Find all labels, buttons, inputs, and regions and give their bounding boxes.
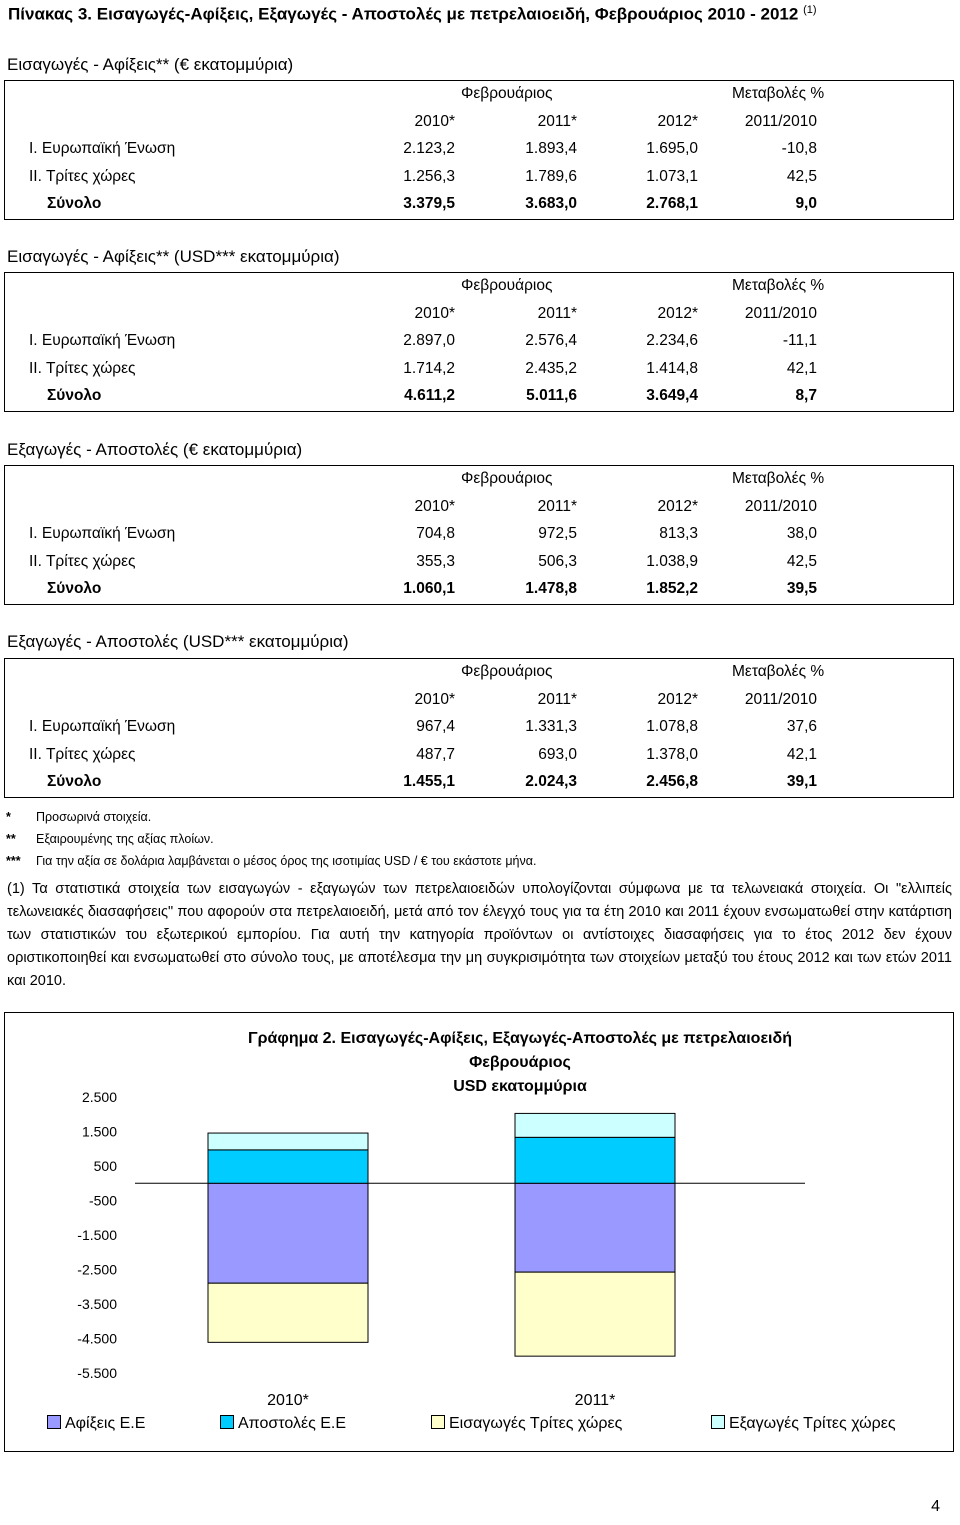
cell-2010: 4.611,2 <box>404 387 455 404</box>
row-label: ΙΙ. Τρίτες χώρες <box>29 552 136 570</box>
cell-2012: 3.649,4 <box>646 387 698 404</box>
cell-2012: 1.695,0 <box>646 140 698 157</box>
footnote-mark: ** <box>6 832 16 846</box>
header-change: Μεταβολές % <box>732 470 825 487</box>
cell-2011: 1.789,6 <box>525 167 577 185</box>
table-row <box>5 521 953 549</box>
cell-2012: 2.456,8 <box>646 773 698 790</box>
year-2012: 2012* <box>657 304 698 322</box>
y-tick-label: -500 <box>88 1192 117 1209</box>
header-month: Φεβρουάριος <box>461 470 553 487</box>
y-tick-label: -1.500 <box>77 1227 117 1243</box>
bar-segment <box>208 1133 368 1150</box>
cell-change: 42,1 <box>786 745 817 763</box>
year-change: 2011/2010 <box>744 497 817 515</box>
legend-label: Αφίξεις Ε.Ε <box>65 1415 146 1432</box>
footnote <box>6 810 151 824</box>
legend-label: Εξαγωγές Τρίτες χώρες <box>729 1415 896 1432</box>
page-number: 4 <box>931 1498 940 1515</box>
legend-swatch <box>47 1415 61 1429</box>
table-row <box>5 136 953 164</box>
row-label: Ι. Ευρωπαϊκή Ένωση <box>29 525 176 542</box>
header-month: Φεβρουάριος <box>461 663 553 680</box>
cell-change: 38,0 <box>786 525 817 542</box>
table-total-row <box>5 191 953 219</box>
year-change: 2011/2010 <box>744 304 817 322</box>
table-total-row <box>5 576 953 604</box>
bar-segment <box>515 1113 675 1137</box>
row-label: ΙΙ. Τρίτες χώρες <box>29 167 136 185</box>
cell-2010: 2.123,2 <box>403 140 455 157</box>
table-total-row <box>5 383 953 411</box>
table-row <box>5 356 953 384</box>
y-tick-label: 1.500 <box>81 1123 117 1140</box>
row-label-total: Σύνολο <box>47 195 102 212</box>
cell-2011: 1.893,4 <box>525 140 577 157</box>
row-label: ΙΙ. Τρίτες χώρες <box>29 745 136 763</box>
chart-plot <box>5 1013 953 1451</box>
cell-2011: 5.011,6 <box>526 387 577 404</box>
header-change: Μεταβολές % <box>732 663 825 680</box>
cell-2010: 1.455,1 <box>403 773 455 790</box>
cell-2011: 3.683,0 <box>525 195 577 212</box>
cell-2010: 1.714,2 <box>403 359 455 377</box>
footnote <box>6 854 536 868</box>
cell-2011: 1.331,3 <box>525 718 577 735</box>
bar-segment <box>515 1183 675 1272</box>
footnote-mark: * <box>6 810 11 824</box>
table-years-row <box>5 109 953 137</box>
cell-2010: 2.897,0 <box>403 332 455 349</box>
cell-change: 42,1 <box>786 359 817 377</box>
row-label: Ι. Ευρωπαϊκή Ένωση <box>29 332 176 349</box>
cell-2012: 2.234,6 <box>646 332 698 349</box>
cell-2012: 1.073,1 <box>646 167 698 185</box>
cell-change: 9,0 <box>795 195 817 212</box>
year-2010: 2010* <box>414 690 455 708</box>
table-years-row <box>5 301 953 329</box>
table-header-row <box>5 659 953 687</box>
legend-item <box>47 1415 145 1433</box>
footnote <box>6 832 214 846</box>
table-exports-usd <box>4 658 954 798</box>
y-tick-label: -4.500 <box>77 1330 117 1347</box>
y-tick-label: 500 <box>93 1158 117 1174</box>
cell-change: 39,1 <box>786 773 817 790</box>
cell-2011: 972,5 <box>538 525 577 542</box>
row-label: Ι. Ευρωπαϊκή Ένωση <box>29 718 176 735</box>
row-label: ΙΙ. Τρίτες χώρες <box>29 359 136 377</box>
legend-swatch <box>431 1415 445 1429</box>
cell-2010: 704,8 <box>416 525 455 542</box>
year-change: 2011/2010 <box>744 690 817 708</box>
cell-change: 42,5 <box>786 552 817 570</box>
table-years-row <box>5 494 953 522</box>
section-title-exports-eur: Εξαγωγές - Αποστολές (€ εκατομμύρια) <box>7 440 303 459</box>
cell-change: -11,1 <box>782 332 817 349</box>
year-2011: 2011* <box>537 112 577 130</box>
cell-2012: 1.378,0 <box>646 745 698 763</box>
cell-2010: 3.379,5 <box>403 195 455 212</box>
y-tick-label: -2.500 <box>77 1261 117 1278</box>
header-month: Φεβρουάριος <box>461 85 553 102</box>
cell-2010: 967,4 <box>416 718 455 735</box>
table-row <box>5 549 953 577</box>
bar-segment <box>515 1272 675 1356</box>
footnote-mark: *** <box>6 854 21 868</box>
year-2012: 2012* <box>657 497 698 515</box>
year-2011: 2011* <box>537 497 577 515</box>
cell-2011: 2.576,4 <box>525 332 577 349</box>
cell-2012: 1.852,2 <box>646 580 698 597</box>
cell-2011: 693,0 <box>538 745 577 763</box>
table-row <box>5 328 953 356</box>
table-imports-eur <box>4 80 954 220</box>
table-header-row <box>5 466 953 494</box>
table-imports-usd <box>4 272 954 412</box>
year-2012: 2012* <box>657 690 698 708</box>
bar-segment <box>515 1137 675 1183</box>
row-label-total: Σύνολο <box>47 580 102 597</box>
y-tick-label: -3.500 <box>77 1296 117 1312</box>
footnote-text: Εξαιρουμένης της αξίας πλοίων. <box>36 832 214 846</box>
bar-segment <box>208 1183 368 1283</box>
legend-item <box>431 1415 622 1433</box>
bar-segment <box>208 1283 368 1342</box>
table-exports-eur <box>4 465 954 605</box>
chart-subtitle-unit: USD εκατομμύρια <box>453 1078 587 1095</box>
section-title-imports-eur: Εισαγωγές - Αφίξεις** (€ εκατομμύρια) <box>7 55 294 74</box>
cell-change: 37,6 <box>786 718 817 735</box>
section-title-exports-usd: Εξαγωγές - Αποστολές (USD*** εκατομμύρια) <box>7 632 349 651</box>
table-row <box>5 164 953 192</box>
header-change: Μεταβολές % <box>732 85 825 102</box>
year-2011: 2011* <box>537 690 577 708</box>
table-header-row <box>5 81 953 109</box>
page-title-footnote-ref: (1) <box>803 4 817 16</box>
chart-container <box>4 1012 954 1452</box>
year-2012: 2012* <box>657 112 698 130</box>
cell-2012: 1.038,9 <box>646 552 698 570</box>
chart-title-line: Γράφημα 2. Εισαγωγές-Αφίξεις, Εξαγωγές-Αποστολές με πετρελαιοειδή <box>248 1030 792 1047</box>
header-change: Μεταβολές % <box>732 277 825 294</box>
table-row <box>5 742 953 770</box>
cell-change: -10,8 <box>781 140 817 157</box>
cell-change: 8,7 <box>795 387 817 404</box>
table-total-row <box>5 769 953 797</box>
year-2010: 2010* <box>414 304 455 322</box>
header-month: Φεβρουάριος <box>461 277 553 294</box>
footnote-text: Για την αξία σε δολάρια λαμβάνεται ο μέσος όρος της ισοτιμίας USD / € του εκάστοτε μήνα. <box>36 854 537 868</box>
cell-2011: 2.024,3 <box>525 773 577 790</box>
legend-item <box>220 1415 346 1433</box>
cell-change: 39,5 <box>786 580 817 597</box>
row-label-total: Σύνολο <box>47 387 102 404</box>
y-tick-label: 2.500 <box>81 1089 117 1105</box>
year-2010: 2010* <box>414 112 455 130</box>
bar-segment <box>208 1150 368 1183</box>
cell-2011: 2.435,2 <box>525 359 577 377</box>
cell-change: 42,5 <box>786 167 817 185</box>
page-title: Πίνακας 3. Εισαγωγές-Αφίξεις, Εξαγωγές - Αποστολές με πετρελαιοειδή, Φεβρουάριος 2010 - 2012 $^{(1)}$ <box>8 4 817 24</box>
cell-2010: 355,3 <box>416 552 455 570</box>
cell-2012: 2.768,1 <box>646 195 698 212</box>
year-2010: 2010* <box>414 497 455 515</box>
legend-swatch <box>711 1415 725 1429</box>
cell-2012: 813,3 <box>659 525 698 542</box>
cell-2012: 1.414,8 <box>646 359 698 377</box>
x-category-label: 2010* <box>267 1392 309 1409</box>
legend-label: Αποστολές Ε.Ε <box>238 1415 347 1432</box>
year-change: 2011/2010 <box>744 112 817 130</box>
cell-2010: 487,7 <box>416 745 455 763</box>
legend-swatch <box>220 1415 234 1429</box>
x-category-label: 2011* <box>574 1392 616 1409</box>
legend-item <box>711 1415 896 1433</box>
y-tick-label: -5.500 <box>77 1365 117 1381</box>
table-row <box>5 714 953 742</box>
cell-2011: 1.478,8 <box>525 580 577 597</box>
legend-label: Εισαγωγές Τρίτες χώρες <box>449 1415 623 1432</box>
row-label: Ι. Ευρωπαϊκή Ένωση <box>29 140 176 157</box>
cell-2010: 1.060,1 <box>403 580 455 597</box>
footnote-text: Προσωρινά στοιχεία. <box>36 810 152 824</box>
methodology-note: (1) Τα στατιστικά στοιχεία των εισαγωγών - εξαγωγών των πετρελαιοειδών υπολογίζονται σύμφωνα με τα τελωνειακά στοιχεία. Οι "ελλιπείς τελωνειακές διασαφήσεις" που αφορούν στα πετρελαιοειδή, μετά από τον έλεγχό τους για τα έτη 2010 και 2011 έχουν ενσωματωθεί στην κατάρτιση των στατιστικών του εξωτερικού εμπορίου. Για αυτή την κατηγορία προϊόντων οι αντίστοιχες διασαφήσεις για το έτος 2012 δεν έχουν οριστικοποιηθεί και ενσωματωθεί στο σύνολο τους, με αποτέλεσμα την μη συγκρισιμότητα των στοιχείων μεταξύ του έτους 2012 και των ετών 2011 και 2010. <box>7 881 952 989</box>
section-title-imports-usd: Εισαγωγές - Αφίξεις** (USD*** εκατομμύρια) <box>7 247 340 266</box>
cell-2010: 1.256,3 <box>403 167 455 185</box>
table-years-row <box>5 687 953 715</box>
cell-2011: 506,3 <box>538 552 577 570</box>
chart-subtitle-month: Φεβρουάριος <box>469 1054 571 1071</box>
cell-2012: 1.078,8 <box>646 718 698 735</box>
year-2011: 2011* <box>537 304 577 322</box>
row-label-total: Σύνολο <box>47 773 102 790</box>
table-header-row <box>5 273 953 301</box>
